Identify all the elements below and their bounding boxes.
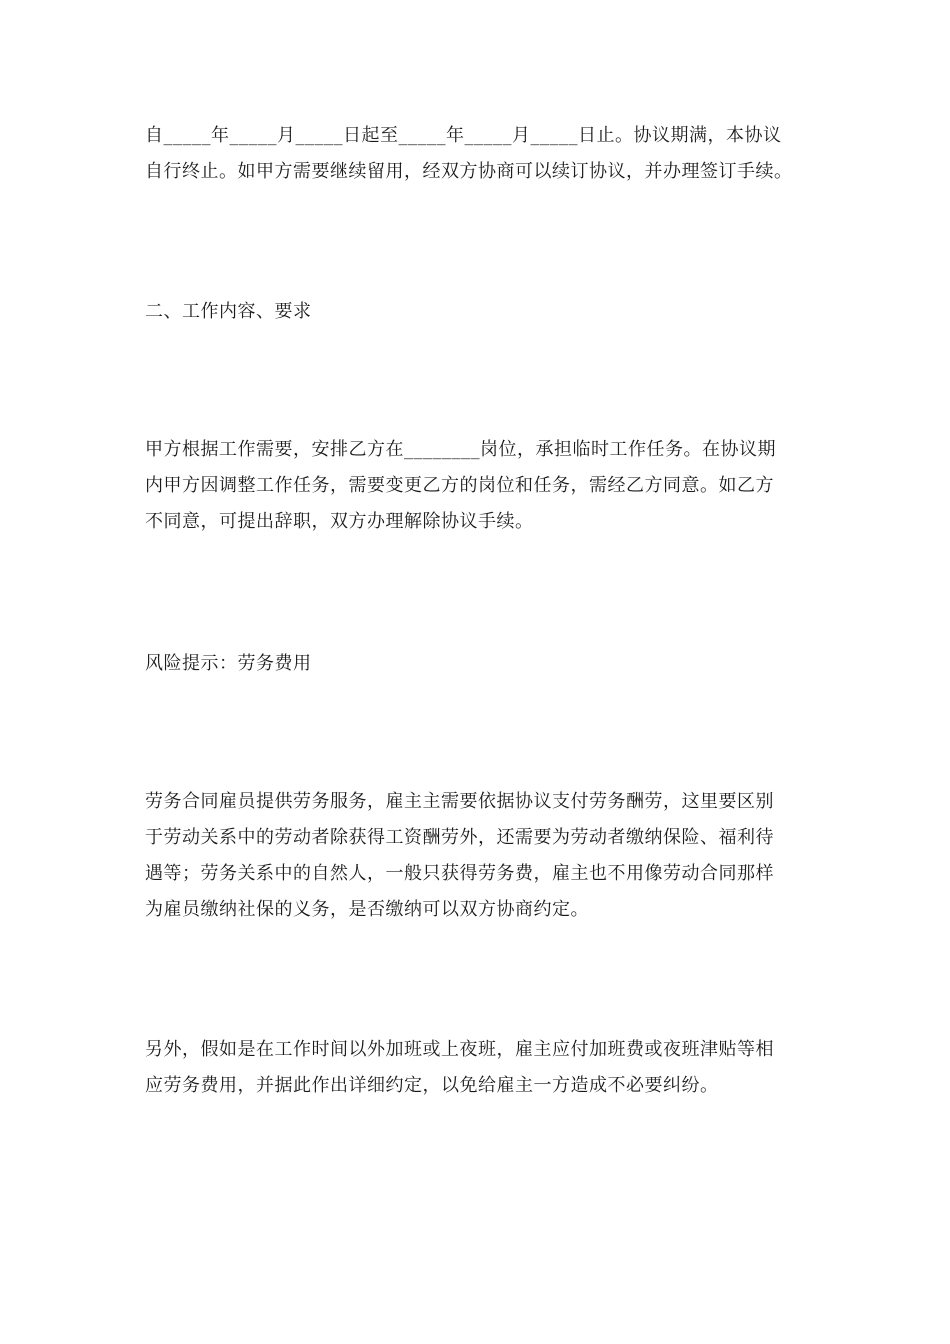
text-line: 内甲方因调整工作任务，需要变更乙方的岗位和任务，需经乙方同意。如乙方 xyxy=(145,475,774,496)
overtime-paragraph xyxy=(145,1032,805,1104)
labor-fee-paragraph xyxy=(145,784,805,928)
heading-text: 二、工作内容、要求 xyxy=(145,301,312,322)
term-paragraph xyxy=(145,118,805,190)
text-line: 甲方根据工作需要，安排乙方在________岗位，承担临时工作任务。在协议期 xyxy=(145,439,776,460)
text-line: 另外，假如是在工作时间以外加班或上夜班，雇主应付加班费或夜班津贴等相 xyxy=(145,1039,774,1060)
risk-heading xyxy=(145,646,805,682)
text-line: 不同意，可提出辞职，双方办理解除协议手续。 xyxy=(145,511,534,532)
heading-text: 风险提示：劳务费用 xyxy=(145,653,312,674)
text-line: 劳务合同雇员提供劳务服务，雇主主需要依据协议支付劳务酬劳，这里要区别 xyxy=(145,791,774,812)
work-content-paragraph xyxy=(145,432,805,540)
text-line: 自_____年_____月_____日起至_____年_____月_____日止。协议期满，本协议 xyxy=(145,125,782,146)
text-line: 遇等；劳务关系中的自然人，一般只获得劳务费，雇主也不用像劳动合同那样 xyxy=(145,863,774,884)
section-heading-work-content xyxy=(145,294,805,330)
text-line: 自行终止。如甲方需要继续留用，经双方协商可以续订协议，并办理签订手续。 xyxy=(145,161,793,182)
text-line: 应劳务费用，并据此作出详细约定，以免给雇主一方造成不必要纠纷。 xyxy=(145,1075,719,1096)
text-line: 为雇员缴纳社保的义务，是否缴纳可以双方协商约定。 xyxy=(145,899,589,920)
text-line: 于劳动关系中的劳动者除获得工资酬劳外，还需要为劳动者缴纳保险、福利待 xyxy=(145,827,774,848)
